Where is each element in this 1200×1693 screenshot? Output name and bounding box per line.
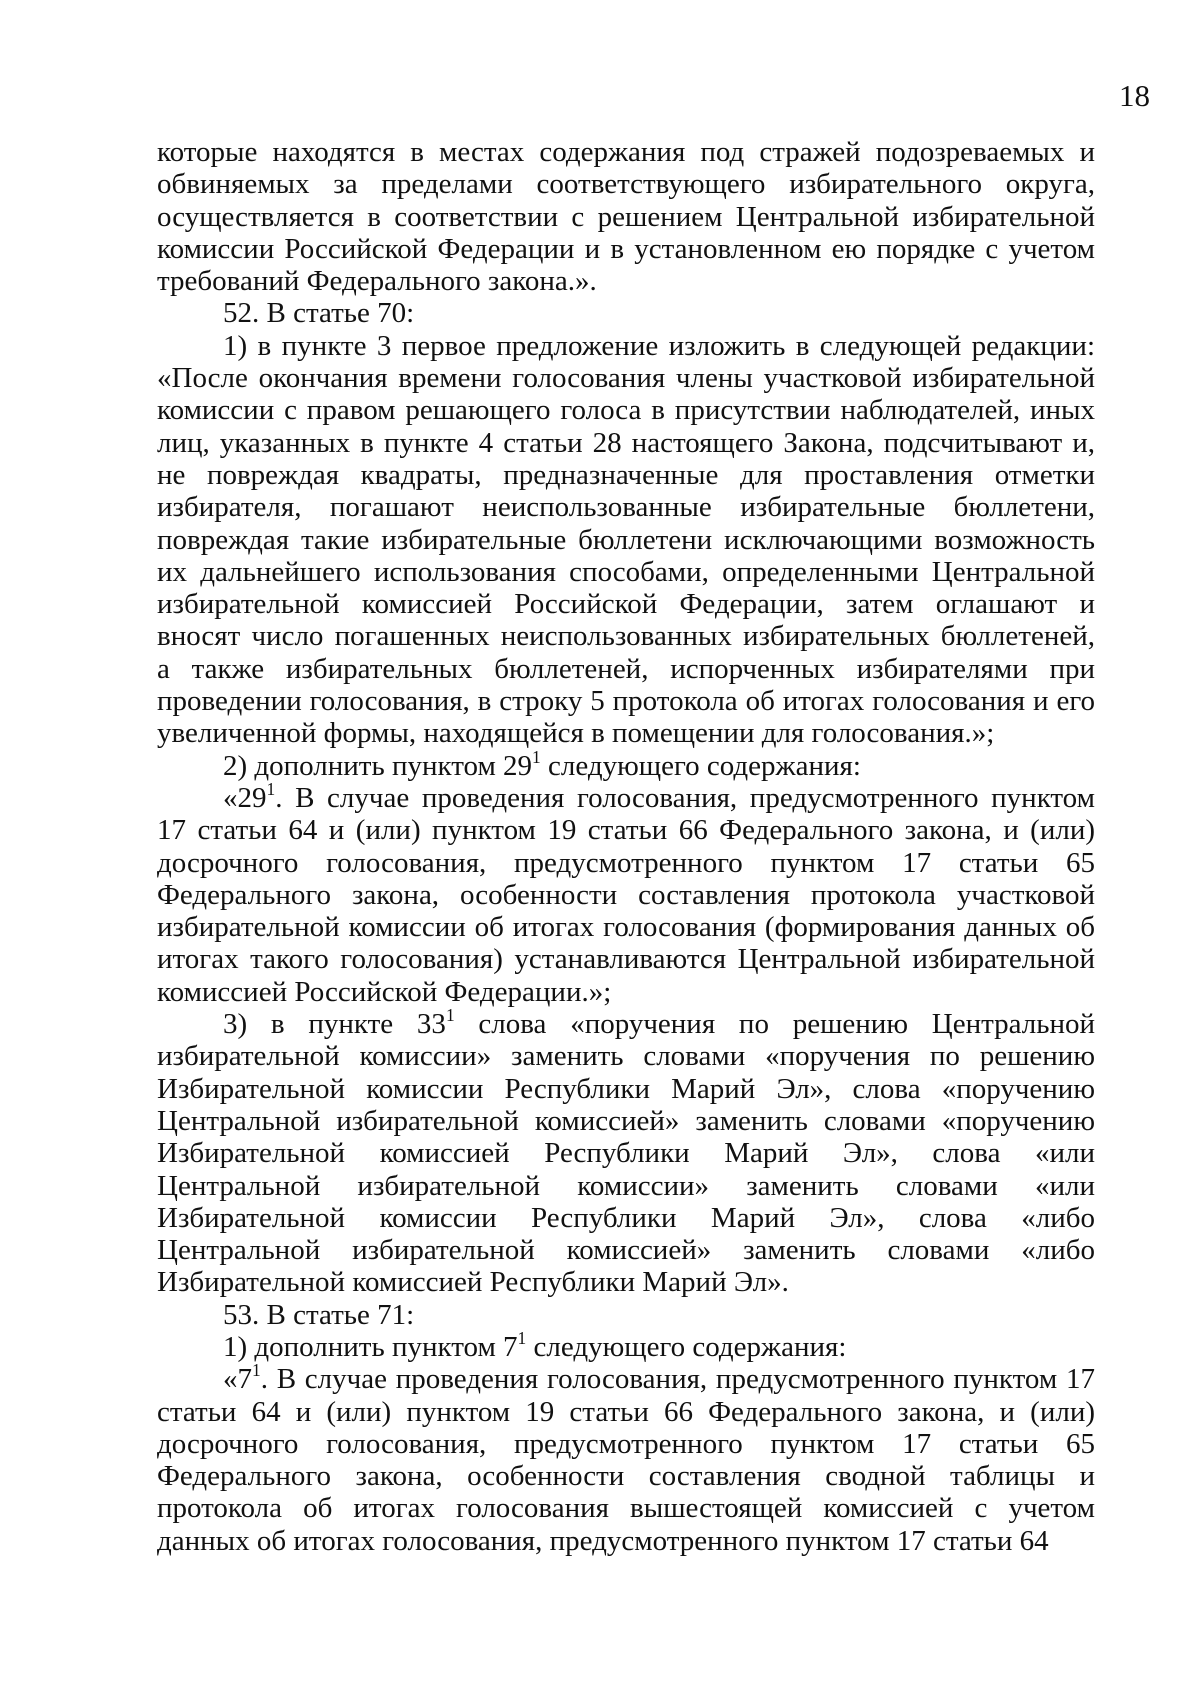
paragraph-text: 1) в пункте 3 первое предложение изложить в следующей редакции: «После окончания времени голосования члены участковой избирательной комиссии с правом решающего голоса в присутствии наблюдателей, иных лиц, указанных в пункте 4 статьи 28 настоящего Закона, подсчитывают и, не повреждая квадраты, предназначенные для проставления отметки избирателя, погашают неиспользованные избирательные бюллетени, повреждая такие избирательные бюллетени исключающими возможность их дальнейшего использования способами, определенными Центральной избирательной комиссией Российской Федерации, затем оглашают и вносят число погашенных неиспользованных избирательных бюллетеней, а также избирательных бюллетеней, испорченных избирателями при проведении голосования, в строку 5 протокола об итогах голосования и его увеличенной формы, находящейся в помещении для голосования.»; — [157, 329, 1095, 750]
paragraph — [157, 297, 1095, 329]
paragraph-text: 53. В статье 71: — [223, 1298, 415, 1331]
paragraph — [157, 746, 1095, 782]
paragraph-text: следующего содержания: — [526, 1330, 847, 1363]
paragraph-text: 1) дополнить пунктом 7 — [223, 1330, 518, 1363]
superscript-marker: 1 — [532, 746, 541, 767]
superscript-marker: 1 — [517, 1327, 527, 1348]
paragraph-text: «7 — [223, 1363, 252, 1396]
paragraph-text: 2) дополнить пунктом 29 — [223, 749, 533, 782]
paragraph — [157, 330, 1095, 750]
paragraph — [157, 778, 1095, 1008]
paragraph-text: следующего содержания: — [540, 749, 861, 782]
paragraph-text: слова «поручения по решению Центральной избирательной комиссии» заменить словами «поручения по решению Избирательной комиссии Республики Марий Эл», слова «поручению Центральной избирательной комиссией» заменить словами «поручению Избирательной комиссией Республики Марий Эл», слова «или Центральной избирательной комиссии» заменить словами «или Избирательной комиссии Республики Марий Эл», слова «либо Центральной избирательной комиссией» заменить словами «либо Избирательной комиссией Республики Марий Эл». — [157, 1008, 1095, 1299]
paragraph-text: . В случае проведения голосования, предусмотренного пунктом 17 статьи 64 и (или) пунктом 19 статьи 66 Федерального закона, и (или) досрочного голосования, предусмотренного пунктом 17 статьи 65 Федерального закона, особенности составления сводной таблицы и протокола об итогах голосования вышестоящей комиссией с учетом данных об итогах голосования, предусмотренного пунктом 17 статьи 64 — [157, 1363, 1095, 1557]
paragraph-text: «29 — [223, 781, 267, 814]
paragraph — [157, 136, 1095, 297]
superscript-marker: 1 — [266, 778, 276, 799]
paragraph-text: которые находятся в местах содержания под стражей подозреваемых и обвиняемых за пределами соответствующего избирательного округа, осуществляется в соответствии с решением Центральной избирательной комиссии Российской Федерации и в установленном ею порядке с учетом требований Федерального закона.». — [157, 136, 1095, 298]
superscript-marker: 1 — [252, 1360, 261, 1381]
paragraph — [157, 1004, 1095, 1299]
document-body — [157, 136, 1095, 1557]
paragraph — [157, 1327, 1095, 1363]
superscript-marker: 1 — [445, 1004, 455, 1025]
paragraph-text: 52. В статье 70: — [223, 297, 415, 330]
page-number: 18 — [1119, 78, 1150, 113]
paragraph-text: . В случае проведения голосования, предусмотренного пунктом 17 статьи 64 и (или) пунктом 19 статьи 66 Федерального закона, и (или) досрочного голосования, предусмотренного пунктом 17 статьи 65 Федерального закона, особенности составления протокола участковой избирательной комиссии об итогах голосования (формирования данных об итогах такого голосования) устанавливаются Центральной избирательной комиссией Российской Федерации.»; — [157, 781, 1095, 1008]
paragraph-text: 3) в пункте 33 — [223, 1008, 446, 1041]
paragraph — [157, 1299, 1095, 1331]
paragraph — [157, 1360, 1095, 1557]
